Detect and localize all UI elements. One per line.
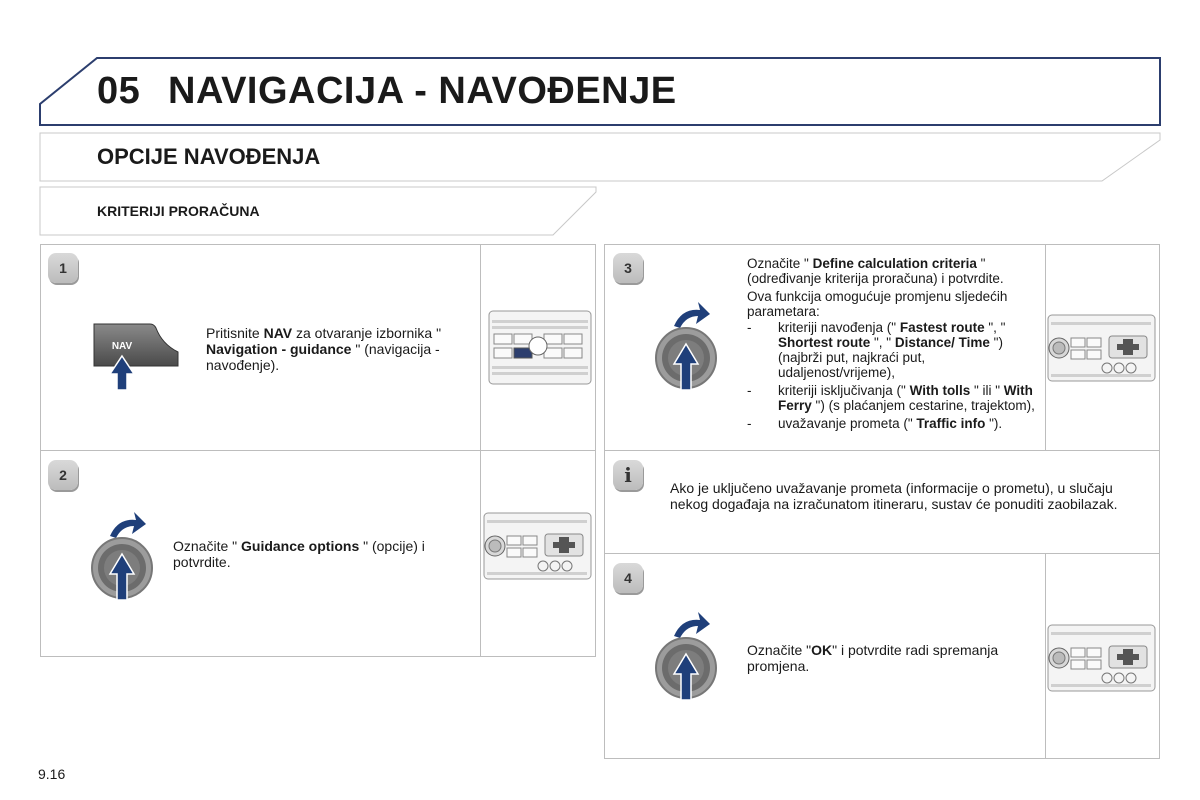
step-3-bullet-2: - kriteriji isključivanja (" With tolls " ili " With Ferry ") (s plaćanjem cestarine, trajektom), bbox=[747, 383, 1035, 413]
left-panel-row-divider bbox=[40, 450, 596, 451]
rotary-knob-illustration-3 bbox=[652, 298, 732, 398]
step-3-intro: Označite " Define calculation criteria " (određivanje kriterija proračuna) i potvrdite. bbox=[747, 256, 1004, 286]
step-3-intro-2: Ova funkcija omogućuje promjenu sljedećih parametara: bbox=[747, 289, 1008, 319]
info-text: Ako je uključeno uvažavanje prometa (informacije o prometu), u slučaju nekog događaja na izračunatom itineraru, sustav će ponuditi zaobilazak. bbox=[670, 480, 1118, 512]
step-1-text: Pritisnite NAV za otvaranje izbornika " Navigation - guidance " (navigacija - navođenje). bbox=[206, 325, 442, 373]
header-frames bbox=[0, 0, 1200, 260]
radio-front-panel-1 bbox=[488, 310, 592, 385]
step-3-badge: 3 bbox=[613, 253, 643, 283]
radio-front-panel-3 bbox=[1047, 314, 1156, 382]
step-4-badge: 4 bbox=[613, 563, 643, 593]
nav-button-label: NAV bbox=[111, 341, 133, 352]
nav-button-illustration bbox=[92, 318, 182, 393]
rotary-knob-illustration-4 bbox=[652, 608, 732, 708]
step-3-text bbox=[747, 256, 1039, 431]
radio-front-panel-2 bbox=[483, 512, 592, 580]
chapter-number: 05 bbox=[97, 70, 141, 112]
step-4-text: Označite "OK" i potvrdite radi spremanja promjena. bbox=[747, 642, 999, 674]
radio-front-panel-4 bbox=[1047, 624, 1156, 692]
info-icon: i bbox=[613, 460, 643, 490]
chapter-title: NAVIGACIJA - NAVOĐENJE bbox=[168, 70, 677, 112]
right-panel-row-divider-2 bbox=[604, 553, 1160, 554]
section-title: OPCIJE NAVOĐENJA bbox=[97, 144, 321, 169]
step-1-badge: 1 bbox=[48, 253, 78, 283]
right-panel-row-divider-1 bbox=[604, 450, 1160, 451]
step-2-badge: 2 bbox=[48, 460, 78, 490]
right-panel-divider-bottom bbox=[1045, 553, 1046, 759]
page-number: 9.16 bbox=[38, 766, 66, 782]
step-2-text: Označite " Guidance options " (opcije) i potvrdite. bbox=[173, 538, 425, 570]
step-3-bullet-3: - uvažavanje prometa (" Traffic info "). bbox=[747, 416, 1003, 431]
right-panel-divider-top bbox=[1045, 244, 1046, 450]
subsection-title: KRITERIJI PRORAČUNA bbox=[97, 203, 260, 219]
step-3-bullet-1: - kriteriji navođenja (" Fastest route ", " Shortest route ", " Distance/ Time ") (najbrži put, najkraći put, udaljenost/vrijeme), bbox=[747, 320, 1006, 380]
rotary-knob-illustration-2 bbox=[88, 508, 168, 608]
